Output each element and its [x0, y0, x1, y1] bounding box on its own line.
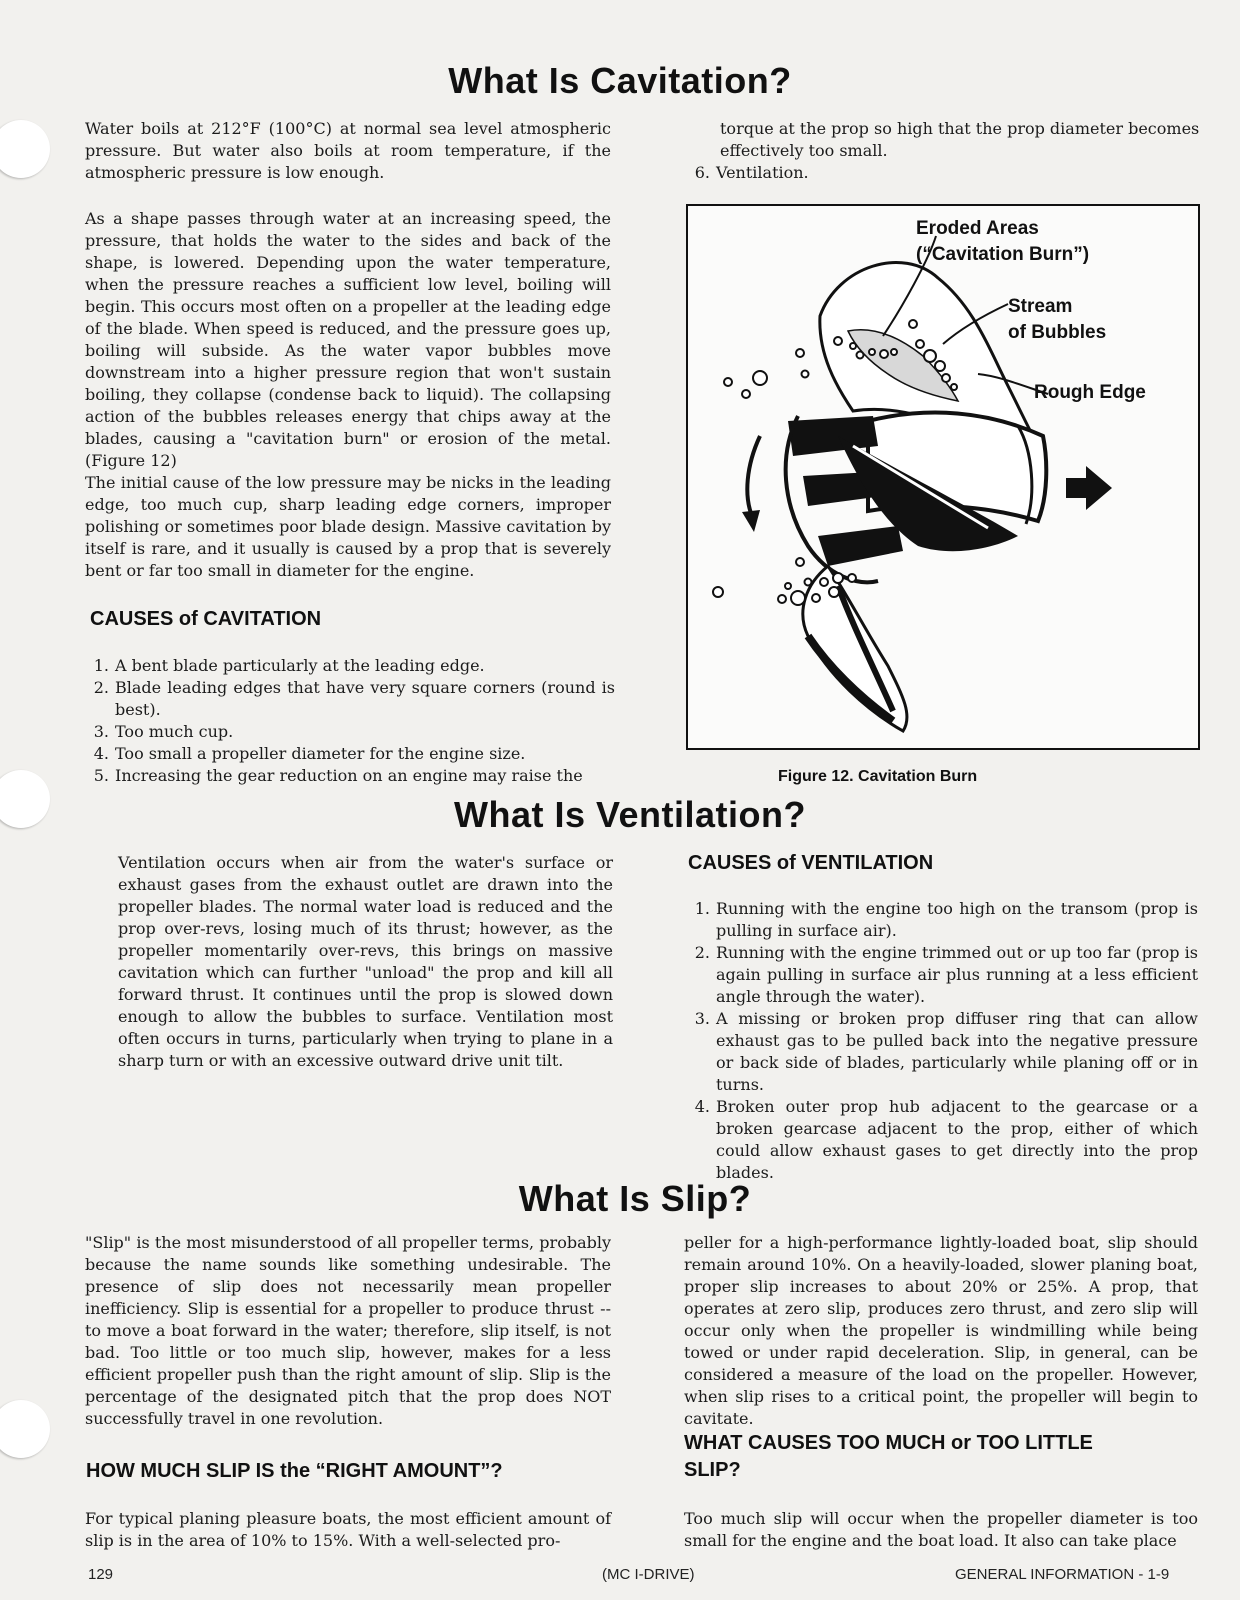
list-item: 2. Blade leading edges that have very square corners (round is best). — [93, 678, 615, 719]
cavitation-causes-heading: CAUSES of CAVITATION — [90, 608, 322, 630]
slip-right-amount-para: For typical planing pleasure boats, the most efficient amount of slip is in the area of 10% to 15%. With a well-selected pro- — [85, 1509, 611, 1550]
cavitation-cause-6 — [686, 162, 1196, 184]
footer-page-number: 129 — [88, 1566, 114, 1583]
ventilation-para-1: Ventilation occurs when air from the water's surface or exhaust gases from the exhaust outlet are drawn into the propeller blades. The normal water load is reduced and the prop over-revs, losing much of its thrust; however, as the propeller momentarily over-revs, this brings on massive cavitation which can further "unload" the prop and kill all forward thrust. It continues until the prop is slowed down enough to allow the bubbles to surface. Ventilation most often occurs in turns, particularly when trying to plane in a sharp turn or with an excessive outward drive unit tilt. — [118, 853, 613, 1070]
label-rough-edge: Rough Edge — [1034, 382, 1146, 403]
ventilation-causes-list — [686, 898, 1198, 1184]
slip-right-amount-heading: HOW MUCH SLIP IS the “RIGHT AMOUNT”? — [86, 1460, 503, 1482]
ventilation-causes-heading: CAUSES of VENTILATION — [688, 852, 934, 874]
slip-causes-para: Too much slip will occur when the propeller diameter is too small for the engine and the boat load. It also can take place — [684, 1509, 1198, 1550]
label-stream-of-bubbles: Stream of Bubbles — [1008, 296, 1107, 343]
list-item: 6. Ventilation. — [694, 163, 809, 182]
slip-para-1: "Slip" is the most misunderstood of all propeller terms, probably because the name sounds like something undesirable. The presence of slip does not necessarily mean propeller inefficiency. Slip is essential for a propeller to produce thrust -- to move a boat forward in the water; therefore, slip itself, is not bad. Too little or too much slip, however, makes for a less efficient propeller push than the right amount of slip. Slip is the percentage of the designated pitch that the prop does NOT successfully travel in one revolution. — [85, 1233, 611, 1428]
list-item: 4. Too small a propeller diameter for the engine size. — [93, 744, 526, 763]
heading-ventilation: What Is Ventilation? — [453, 794, 807, 835]
label-eroded-areas: Eroded Areas (“Cavitation Burn”) — [916, 218, 1090, 265]
list-item: 2. Running with the engine trimmed out or up too far (prop is again pulling in surface air plus running at a less efficient angle through the water). — [694, 943, 1198, 1006]
cavitation-para-1: Water boils at 212°F (100°C) at normal sea level atmospheric pressure. But water also boils at room temperature, if the atmospheric pressure is low enough. — [85, 119, 611, 182]
slip-right-column-para: peller for a high-performance lightly-loaded boat, slip should remain around 10%. On a heavily-loaded, slower planing boat, proper slip increases to about 20% or 25%. A prop, that operates at zero slip, produces zero thrust, and zero slip will occur only when the propeller is windmilling while being towed or under rapid deceleration. Slip, in general, can be considered a measure of the load on the propeller. However, when slip rises to a critical point, the propeller will begin to cavitate. — [684, 1233, 1198, 1428]
slip-causes-heading: WHAT CAUSES TOO MUCH or TOO LITTLE SLIP? — [684, 1432, 1093, 1481]
list-item: 5. Increasing the gear reduction on an engine may raise the — [93, 766, 583, 785]
heading-slip: What Is Slip? — [518, 1178, 752, 1219]
cavitation-para-3: The initial cause of the low pressure may be nicks in the leading edge, too much cup, sharp leading edge corners, improper polishing or sometimes poor blade design. Massive cavitation by itself is rare, and it usually is caused by a prop that is severely bent or far too small in diameter for the engine. — [85, 473, 611, 580]
list-item: 1. Running with the engine too high on the transom (prop is pulling in surface air). — [694, 899, 1198, 940]
binder-hole-bottom — [0, 1400, 50, 1458]
list-item: 3. A missing or broken prop diffuser ring that can allow exhaust gas to be pulled back into the negative pressure or back side of blades, particularly while planing off or in turns. — [694, 1009, 1198, 1094]
cavitation-causes-list — [85, 655, 615, 787]
footer-manual-code: (MC I-DRIVE) — [602, 1566, 695, 1583]
binder-hole-middle — [0, 770, 50, 828]
cavitation-para-2: As a shape passes through water at an increasing speed, the pressure, that holds the water to the sides and back of the shape, is lowered. Depending upon the water temperature, when the pressure reaches a sufficient low level, boiling will begin. This occurs most often on a propeller at the leading edge of the blade. When speed is reduced, and the pressure goes up, boiling will subside. As the water vapor bubbles move downstream into a higher pressure region that won't sustain boiling, they collapse (condense back to liquid). The collapsing action of the bubbles releases energy that chips away at the blades, causing a "cavitation burn" or erosion of the metal. (Figure 12) — [85, 209, 611, 470]
footer-section: GENERAL INFORMATION - 1-9 — [955, 1566, 1170, 1583]
heading-cavitation: What Is Cavitation? — [448, 60, 792, 101]
list-item: 1. A bent blade particularly at the leading edge. — [93, 656, 485, 675]
figure-12-box — [686, 204, 1200, 750]
propeller-illustration — [688, 206, 1198, 748]
list-item: 4. Broken outer prop hub adjacent to the gearcase or a broken gearcase adjacent to the prop, either of which could allow exhaust gases to get directly into the prop blades. — [694, 1097, 1198, 1182]
binder-hole-top — [0, 120, 50, 178]
figure-12-caption: Figure 12. Cavitation Burn — [778, 768, 978, 785]
list-item: 3. Too much cup. — [93, 722, 234, 741]
cavitation-continued: torque at the prop so high that the prop diameter becomes effectively too small. — [720, 119, 1200, 160]
